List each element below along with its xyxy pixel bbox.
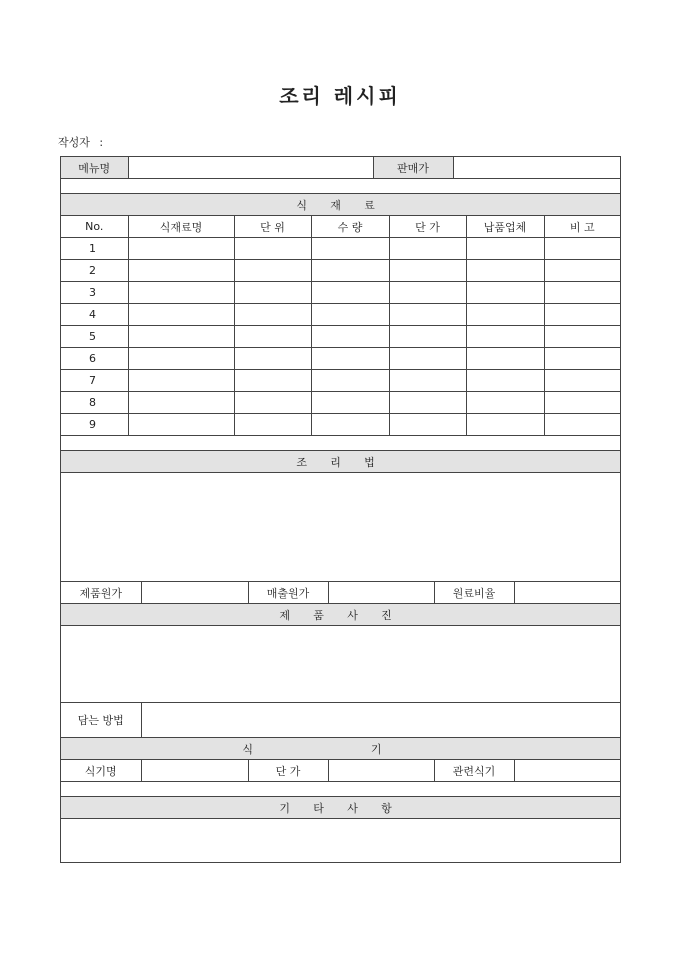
photo-section-title: 제 품 사 진 [61, 604, 620, 626]
cell-remarks[interactable] [544, 326, 620, 348]
dishware-table [61, 738, 620, 760]
product-photo-area[interactable] [61, 626, 620, 703]
menu-name-label: 메뉴명 [61, 157, 128, 179]
cell-unit-price[interactable] [389, 238, 466, 260]
table-row [61, 326, 620, 348]
cell-quantity[interactable] [311, 370, 389, 392]
cell-unit[interactable] [234, 392, 311, 414]
dishware-info-table [61, 760, 620, 797]
cell-quantity[interactable] [311, 348, 389, 370]
table-row [61, 238, 620, 260]
spacer-row [61, 179, 620, 194]
cell-supplier[interactable] [466, 260, 544, 282]
cell-unit-price[interactable] [389, 326, 466, 348]
cell-ingredient-name[interactable] [128, 370, 234, 392]
col-header-no: No. [61, 216, 128, 238]
related-dishware-label: 관련식기 [434, 760, 514, 782]
dishware-name-label: 식기명 [61, 760, 141, 782]
cell-supplier[interactable] [466, 348, 544, 370]
col-header-remarks: 비 고 [544, 216, 620, 238]
cell-ingredient-name[interactable] [128, 326, 234, 348]
cell-unit[interactable] [234, 304, 311, 326]
sales-cost-label: 매출원가 [248, 582, 328, 604]
cell-ingredient-name[interactable] [128, 282, 234, 304]
ingredients-section-title: 식 재 료 [61, 194, 620, 216]
related-dishware-field[interactable] [514, 760, 620, 782]
cell-unit[interactable] [234, 348, 311, 370]
cell-unit[interactable] [234, 282, 311, 304]
recipe-method-table [61, 451, 620, 582]
spacer-row [61, 782, 620, 797]
cell-unit[interactable] [234, 414, 311, 436]
cell-remarks[interactable] [544, 392, 620, 414]
plating-table [61, 703, 620, 738]
table-row [61, 370, 620, 392]
cost-table [61, 582, 620, 604]
author-line [58, 134, 103, 150]
cell-unit-price[interactable] [389, 304, 466, 326]
cell-remarks[interactable] [544, 282, 620, 304]
material-ratio-label: 원료비율 [434, 582, 514, 604]
cell-remarks[interactable] [544, 414, 620, 436]
cell-remarks[interactable] [544, 260, 620, 282]
cell-unit-price[interactable] [389, 414, 466, 436]
cell-quantity[interactable] [311, 392, 389, 414]
plating-label: 담는 방법 [61, 703, 141, 738]
cell-ingredient-name[interactable] [128, 348, 234, 370]
row-number: 7 [61, 370, 128, 392]
dishware-section-title: 식 기 [61, 738, 620, 760]
cell-ingredient-name[interactable] [128, 414, 234, 436]
table-row [61, 282, 620, 304]
table-row [61, 348, 620, 370]
menu-name-field[interactable] [128, 157, 373, 179]
author-separator: : [99, 136, 104, 149]
table-row [61, 414, 620, 436]
col-header-unit: 단 위 [234, 216, 311, 238]
material-ratio-field[interactable] [514, 582, 620, 604]
ingredients-table [61, 194, 620, 451]
cell-unit[interactable] [234, 238, 311, 260]
cell-remarks[interactable] [544, 238, 620, 260]
cell-quantity[interactable] [311, 238, 389, 260]
row-number: 8 [61, 392, 128, 414]
cell-supplier[interactable] [466, 304, 544, 326]
col-header-ingredient-name: 식재료명 [128, 216, 234, 238]
row-number: 9 [61, 414, 128, 436]
cell-quantity[interactable] [311, 260, 389, 282]
sale-price-field[interactable] [453, 157, 620, 179]
row-number: 5 [61, 326, 128, 348]
row-number: 4 [61, 304, 128, 326]
cell-remarks[interactable] [544, 304, 620, 326]
dishware-name-field[interactable] [141, 760, 248, 782]
row-number: 6 [61, 348, 128, 370]
cell-ingredient-name[interactable] [128, 260, 234, 282]
product-photo-table [61, 604, 620, 703]
spacer-row [61, 436, 620, 451]
cell-unit[interactable] [234, 326, 311, 348]
col-header-quantity: 수 량 [311, 216, 389, 238]
cell-quantity[interactable] [311, 304, 389, 326]
cell-supplier[interactable] [466, 282, 544, 304]
other-notes-table [61, 797, 620, 862]
cell-unit[interactable] [234, 260, 311, 282]
other-notes-section-title: 기 타 사 항 [61, 797, 620, 819]
cell-remarks[interactable] [544, 370, 620, 392]
cell-quantity[interactable] [311, 326, 389, 348]
cell-quantity[interactable] [311, 282, 389, 304]
cell-ingredient-name[interactable] [128, 392, 234, 414]
cell-remarks[interactable] [544, 348, 620, 370]
cell-ingredient-name[interactable] [128, 304, 234, 326]
table-row [61, 392, 620, 414]
cell-supplier[interactable] [466, 370, 544, 392]
row-number: 1 [61, 238, 128, 260]
col-header-supplier: 납품업체 [466, 216, 544, 238]
table-row [61, 260, 620, 282]
cell-supplier[interactable] [466, 238, 544, 260]
cell-unit-price[interactable] [389, 370, 466, 392]
other-notes-area[interactable] [61, 819, 620, 863]
cell-supplier[interactable] [466, 326, 544, 348]
recipe-method-area[interactable] [61, 473, 620, 582]
page-title: 조리 레시피 [279, 84, 401, 108]
cell-quantity[interactable] [311, 414, 389, 436]
product-cost-label: 제품원가 [61, 582, 141, 604]
recipe-form [60, 156, 621, 863]
cell-unit-price[interactable] [389, 282, 466, 304]
table-row [61, 304, 620, 326]
row-number: 3 [61, 282, 128, 304]
ingredients-header-row [61, 216, 620, 238]
recipe-section-title: 조 리 법 [61, 451, 620, 473]
plating-field[interactable] [141, 703, 620, 738]
row-number: 2 [61, 260, 128, 282]
dishware-price-label: 단 가 [248, 760, 328, 782]
cell-unit-price[interactable] [389, 392, 466, 414]
cell-supplier[interactable] [466, 414, 544, 436]
dishware-price-field[interactable] [328, 760, 434, 782]
cell-unit-price[interactable] [389, 348, 466, 370]
author-label: 작성자 [58, 136, 90, 149]
sales-cost-field[interactable] [328, 582, 434, 604]
sale-price-label: 판매가 [373, 157, 453, 179]
cell-unit-price[interactable] [389, 260, 466, 282]
cell-unit[interactable] [234, 370, 311, 392]
menu-price-table [61, 157, 620, 194]
cell-supplier[interactable] [466, 392, 544, 414]
product-cost-field[interactable] [141, 582, 248, 604]
col-header-unit-price: 단 가 [389, 216, 466, 238]
cell-ingredient-name[interactable] [128, 238, 234, 260]
